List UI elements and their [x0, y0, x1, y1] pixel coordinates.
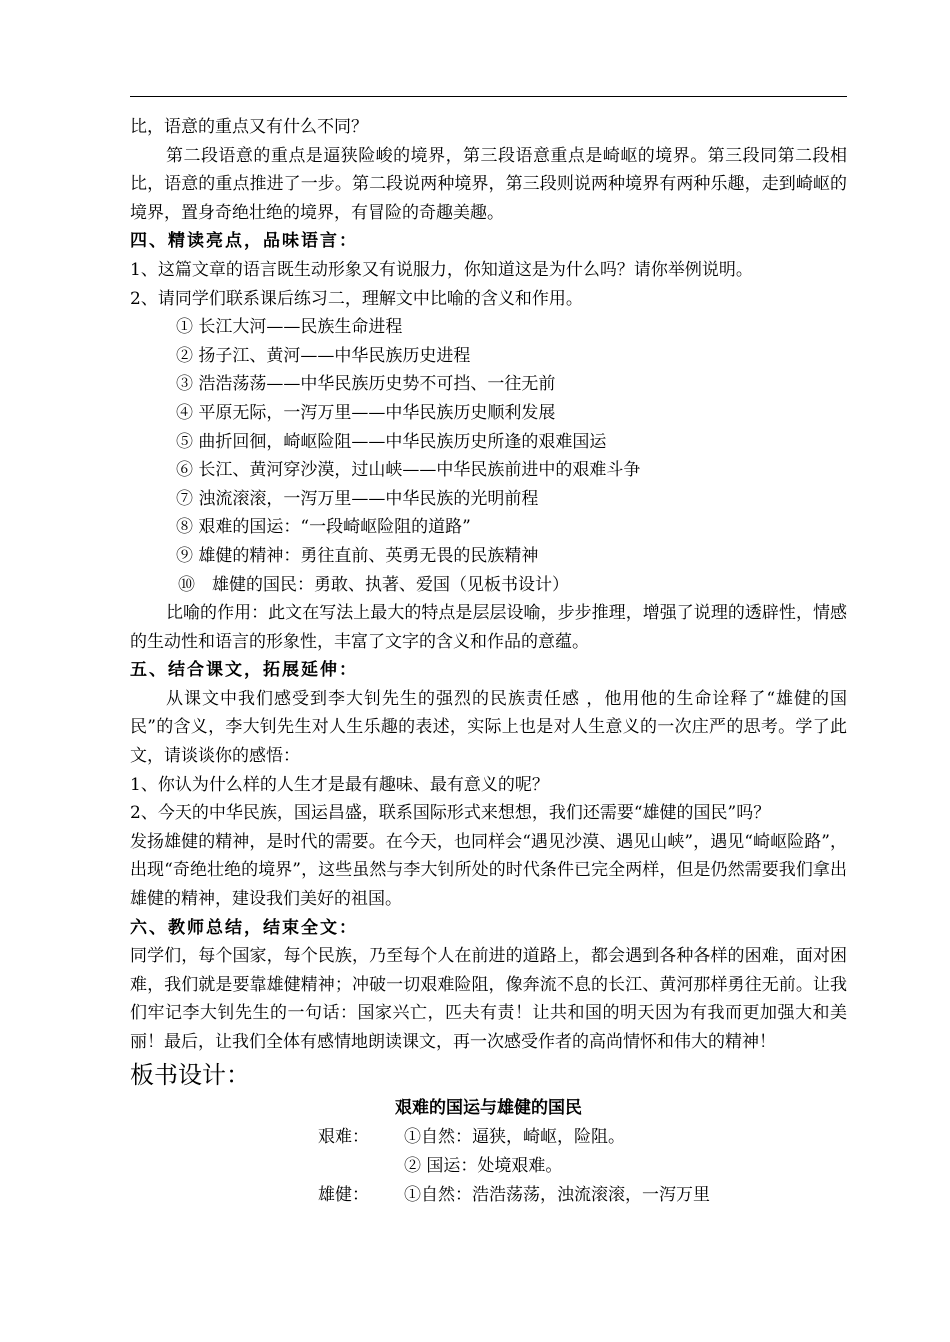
board-row-text: ①自然：逼狭，崎岖，险阻。 — [404, 1126, 625, 1147]
section-5-heading: 五、结合课文，拓展延伸： — [130, 660, 358, 681]
section-5-question-1: 1、你认为什么样的人生才是最有趣味、最有意义的呢？ — [130, 774, 549, 795]
metaphor-effect-paragraph: 比喻的作用：此文在写法上最大的特点是层层设喻，步步推理，增强了说理的透辟性，情感的生动性和语言的形象性，丰富了文字的含义和作品的意蕴。 — [130, 603, 847, 652]
board-row — [130, 1152, 847, 1181]
header-rule — [130, 96, 847, 97]
metaphor-item: ① 长江大河——民族生命进程 — [176, 317, 403, 338]
board-row — [130, 1123, 847, 1152]
board-row-text: ①自然：浩浩荡荡，浊流滚滚，一泻万里 — [404, 1184, 710, 1205]
section-4-question-2: 2、请同学们联系课后练习二，理解文中比喻的含义和作用。 — [130, 288, 583, 309]
intro-line-1: 比，语意的重点又有什么不同？ — [130, 117, 368, 137]
section-6-heading: 六、教师总结，结束全文： — [130, 917, 358, 938]
metaphor-item: ⑨ 雄健的精神：勇往直前、英勇无畏的民族精神 — [176, 545, 539, 566]
board-row — [130, 1181, 847, 1210]
board-row-label: 艰难： — [318, 1126, 369, 1147]
intro-paragraph: 第二段语意的重点是逼狭险峻的境界，第三段语意重点是崎岖的境界。第三段同第二段相比，语意的重点推进了一步。第二段说两种境界，第三段则说两种境界有两种乐趣，走到崎岖的境界，置身奇绝壮绝的境界，有冒险的奇趣美趣。 — [130, 145, 847, 223]
section-4-question-1: 1、这篇文章的语言既生动形象又有说服力，你知道这是为什么吗？请你举例说明。 — [130, 259, 753, 280]
section-5-answer: 发扬雄健的精神，是时代的需要。在今天，也同样会“遇见沙漠、遇见山峡”，遇见“崎岖险路”，出现“奇绝壮绝的境界”，这些虽然与李大钊所处的时代条件已完全两样，但是仍然需要我们拿出雄健的精神，建设我们美好的祖国。 — [130, 831, 847, 910]
section-6-body: 同学们，每个国家，每个民族，乃至每个人在前进的道路上，都会遇到各种各样的困难，面对困难，我们就是要靠雄健精神；冲破一切艰难险阻，像奔流不息的长江、黄河那样勇往无前。让我们牢记李大钊先生的一句话：国家兴亡，匹夫有责！让共和国的明天因为有我而更加强大和美丽！最后，让我们全体有感情地朗读课文，再一次感受作者的高尚情怀和伟大的精神！ — [130, 946, 847, 1052]
section-4-heading: 四、精读亮点，品味语言： — [130, 231, 358, 252]
metaphor-item: ⑧ 艰难的国运：“一段崎岖险阻的道路” — [176, 517, 471, 538]
board-row-label: 雄健： — [318, 1184, 369, 1205]
board-design-heading: 板书设计： — [130, 1060, 250, 1089]
section-5-intro: 从课文中我们感受到李大钊先生的强烈的民族责任感 ，他用他的生命诠释了“雄健的国民”的含义，李大钊先生对人生乐趣的表述，实际上也是对人生意义的一次庄严的思考。学了此文，请谈谈你的感悟： — [130, 688, 847, 767]
section-5-question-2: 2、今天的中华民族，国运昌盛，联系国际形式来想想，我们还需要“雄健的国民”吗？ — [130, 803, 771, 824]
metaphor-item: ② 扬子江、黄河——中华民族历史进程 — [176, 345, 471, 366]
board-row-text: ② 国运：处境艰难。 — [404, 1155, 563, 1176]
metaphor-item: ③ 浩浩荡荡——中华民族历史势不可挡、一往无前 — [176, 374, 556, 395]
document-body — [130, 113, 847, 1210]
metaphor-item: ⑦ 浊流滚滚，一泻万里——中华民族的光明前程 — [176, 488, 539, 509]
metaphor-item: ⑤ 曲折回徊，崎岖险阻——中华民族历史所逢的艰难国运 — [176, 431, 607, 452]
metaphor-item-10: ⑩ 雄健的国民：勇敢、执著、爱国（见板书设计） — [178, 574, 569, 595]
metaphor-item: ④ 平原无际，一泻万里——中华民族历史顺利发展 — [176, 402, 556, 423]
board-design-title: 艰难的国运与雄健的国民 — [395, 1097, 582, 1118]
metaphor-item: ⑥ 长江、黄河穿沙漠，过山峡——中华民族前进中的艰难斗争 — [176, 460, 641, 481]
